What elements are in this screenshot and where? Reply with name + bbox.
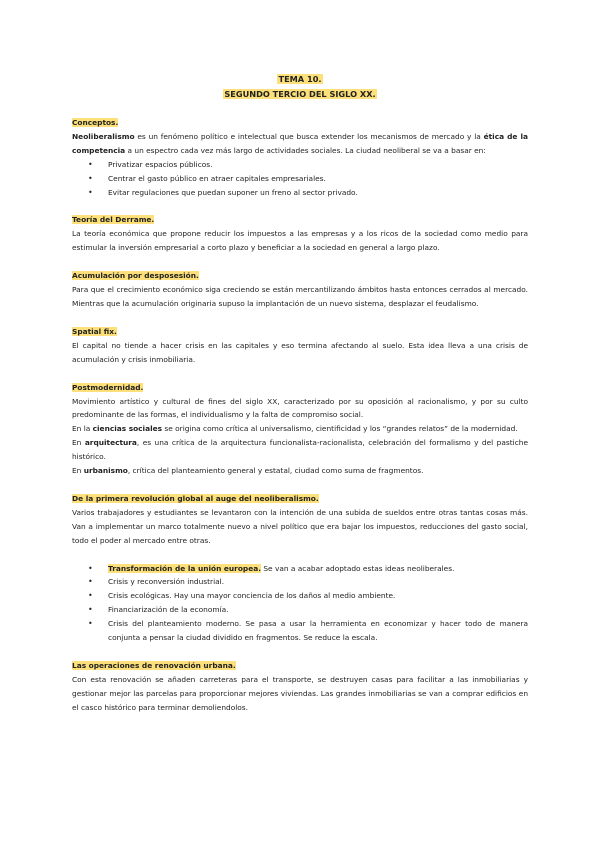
paragraph-revolucion: Varios trabajadores y estudiantes se levantaron con la intención de una subida de sueldos entre otras tantas cosas más. Van a implementar un marco totalmente nuevo a nivel político que era bajar los impuestos, reducciones del gasto social, todo el poder al mercado entre otras. bbox=[72, 507, 528, 545]
paragraph-urbanismo: En urbanismo, crítica del planteamiento general y estatal, ciudad como suma de fragmentos. bbox=[72, 466, 424, 476]
paragraph-ciencias-sociales: En la ciencias sociales se origina como crítica al universalismo, cientificidad y los “grandes relatos” de la modernidad. bbox=[72, 424, 518, 434]
paragraph-derrame: La teoría económica que propone reducir los impuestos a las empresas y a los ricos de la sociedad como medio para estimular la inversión empresarial a corto plazo y beneficiar a la sociedad en general a largo plazo. bbox=[72, 229, 528, 253]
section-heading-spatial-fix: Spatial fix. bbox=[72, 326, 117, 336]
list-item: • Crisis del planteamiento moderno. Se pasa a usar la herramienta en economizar y hacer todo de manera conjunta a pensar la ciudad dividido en fragmentos. Se reduce la escala. bbox=[72, 617, 528, 645]
document-content bbox=[72, 72, 528, 715]
list-item: • Evitar regulaciones que puedan suponer un freno al sector privado. bbox=[72, 186, 528, 200]
section-heading-postmodernidad: Postmodernidad. bbox=[72, 382, 144, 392]
list-neoliberal-city bbox=[72, 158, 528, 200]
title-line-1: TEMA 10. bbox=[278, 74, 322, 84]
paragraph-arquitectura: En arquitectura, es una crítica de la arquitectura funcionalista-racionalista, celebración del formalismo y del pastiche histórico. bbox=[72, 438, 528, 462]
section-heading-acumulacion: Acumulación por desposesión. bbox=[72, 271, 199, 281]
paragraph-acumulacion: Para que el crecimiento económico siga creciendo se están mercantilizando ámbitos hasta entonces cerrados al mercado. Mientras que la acumulación originaria supuso la implantación de un nuevo sistema, desplazar el feudalismo. bbox=[72, 285, 528, 308]
paragraph-spatial-fix: El capital no tiende a hacer crisis en las capitales y eso termina afectando al suelo. Esta idea lleva a una crisis de acumulación y crisis inmobiliaria. bbox=[72, 340, 528, 364]
list-item: • Centrar el gasto público en atraer capitales empresariales. bbox=[72, 172, 528, 186]
section-heading-derrame: Teoría del Derrame. bbox=[72, 215, 155, 225]
list-revolucion bbox=[72, 562, 528, 645]
title-line-2: SEGUNDO TERCIO DEL SIGLO XX. bbox=[224, 89, 376, 99]
section-heading-operaciones: Las operaciones de renovación urbana. bbox=[72, 661, 236, 670]
paragraph-operaciones: Con esta renovación se añaden carreteras para el transporte, se destruyen casas para facilitar a las inmobiliarias y gestionar mejor las parcelas para proporcionar mejores viviendas. Las grandes inmobiliarias se van a comprar edificios en el casco histórico para terminar demoliendolos. bbox=[72, 674, 528, 712]
paragraph-neoliberalismo: Neoliberalismo es un fenómeno político e intelectual que busca extender los mecanismos de mercado y la ética de la competencia a un espectro cada vez más largo de actividades sociales. La ciudad neoliberal se va a basar en: bbox=[72, 131, 528, 155]
list-item: • Financiarización de la economía. bbox=[72, 603, 528, 617]
list-item: • Transformación de la unión europea. Se van a acabar adoptado estas ideas neoliberales. bbox=[72, 562, 528, 576]
list-item: • Privatizar espacios públicos. bbox=[72, 158, 528, 172]
section-heading-conceptos: Conceptos. bbox=[72, 118, 119, 127]
document-title bbox=[72, 72, 528, 102]
list-item: • Crisis ecológicas. Hay una mayor conciencia de los daños al medio ambiente. bbox=[72, 589, 528, 603]
paragraph-postmodernidad: Movimiento artístico y cultural de fines del siglo XX, caracterizado por su oposición al racionalismo, y por su culto predominante de las formas, el individualismo y la falta de compromiso social. bbox=[72, 396, 528, 420]
section-heading-revolucion: De la primera revolución global al auge del neoliberalismo. bbox=[72, 493, 319, 503]
list-item: • Crisis y reconversión industrial. bbox=[72, 575, 528, 589]
